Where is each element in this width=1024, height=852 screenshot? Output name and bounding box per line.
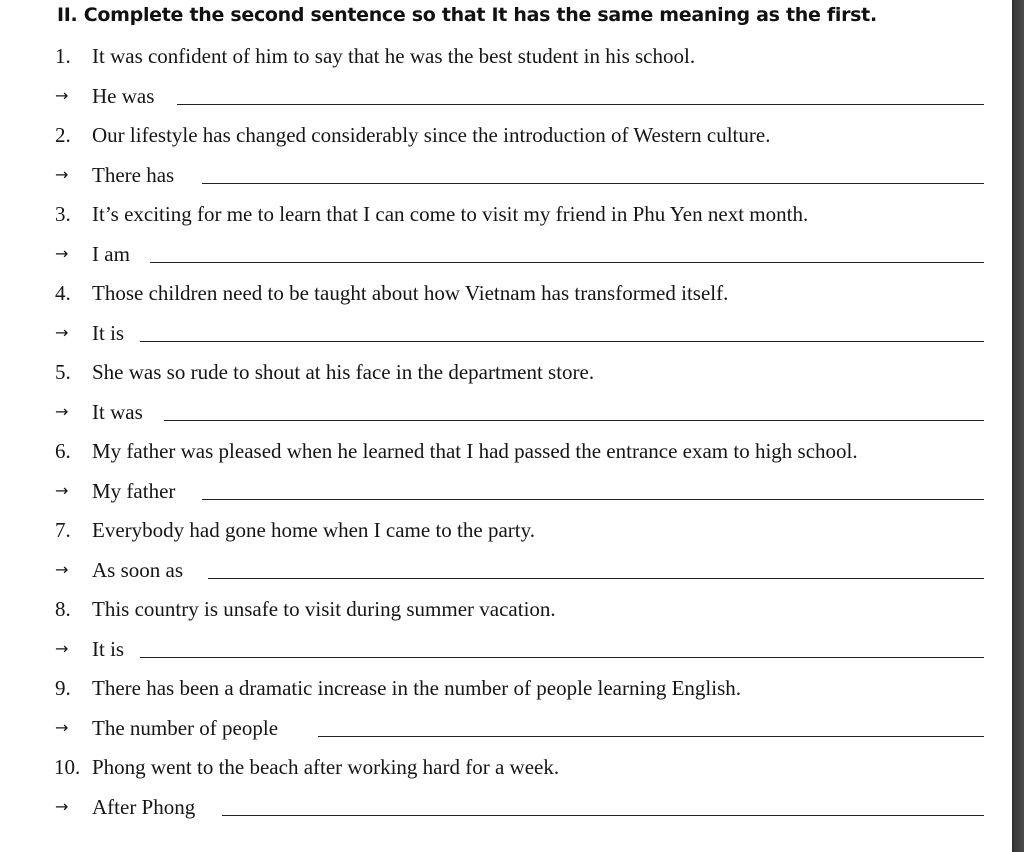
arrow-icon: → — [55, 86, 69, 105]
question-number: 1. — [55, 44, 71, 68]
question-number: 2. — [55, 123, 71, 147]
question-number: 7. — [55, 518, 71, 542]
question-line — [0, 747, 1000, 787]
answer-blank[interactable] — [202, 183, 984, 184]
answer-blank[interactable] — [202, 499, 984, 500]
question-number: 9. — [55, 676, 71, 700]
answer-prompt: It is — [92, 637, 125, 661]
question-number: 4. — [55, 281, 71, 305]
arrow-icon: → — [55, 481, 69, 500]
answer-blank[interactable] — [222, 815, 984, 816]
question-number: 6. — [55, 439, 71, 463]
answer-line — [0, 313, 1000, 353]
original-sentence: There has been a dramatic increase in the number of people learning English. — [92, 676, 741, 700]
answer-prompt: After Phong — [92, 795, 196, 819]
question-number: 3. — [55, 202, 71, 226]
question-line — [0, 668, 1000, 708]
answer-blank[interactable] — [150, 262, 984, 263]
arrow-icon: → — [55, 402, 69, 421]
question-line — [0, 36, 1000, 76]
original-sentence: Our lifestyle has changed considerably since the introduction of Western culture. — [92, 123, 771, 147]
arrow-icon: → — [55, 639, 69, 658]
question-line — [0, 352, 1000, 392]
answer-prompt: He was — [92, 84, 155, 108]
question-line — [0, 431, 1000, 471]
answer-line — [0, 471, 1000, 511]
answer-prompt: The number of people — [92, 716, 279, 740]
arrow-icon: → — [55, 560, 69, 579]
original-sentence: Those children need to be taught about how Vietnam has transformed itself. — [92, 281, 729, 305]
original-sentence: Phong went to the beach after working hard for a week. — [92, 755, 560, 779]
arrow-icon: → — [55, 797, 69, 816]
original-sentence: It was confident of him to say that he was the best student in his school. — [92, 44, 696, 68]
arrow-icon: → — [55, 718, 69, 737]
answer-prompt: There has — [92, 163, 175, 187]
answer-blank[interactable] — [164, 420, 984, 421]
arrow-icon: → — [55, 244, 69, 263]
answer-prompt: I am — [92, 242, 130, 266]
original-sentence: Everybody had gone home when I came to the party. — [92, 518, 535, 542]
answer-line — [0, 629, 1000, 669]
question-line — [0, 194, 1000, 234]
answer-prompt: My father — [92, 479, 176, 503]
question-line — [0, 115, 1000, 155]
arrow-icon: → — [55, 165, 69, 184]
answer-line — [0, 708, 1000, 748]
exercise-heading: II. Complete the second sentence so that It has the same meaning as the first. — [57, 4, 877, 26]
question-number: 5. — [55, 360, 71, 384]
question-number: 8. — [55, 597, 71, 621]
answer-prompt: It is — [92, 321, 125, 345]
answer-line — [0, 234, 1000, 274]
original-sentence: She was so rude to shout at his face in the department store. — [92, 360, 595, 384]
answer-prompt: As soon as — [92, 558, 184, 582]
answer-line — [0, 550, 1000, 590]
question-number: 10. — [54, 755, 81, 779]
answer-blank[interactable] — [208, 578, 984, 579]
answer-prompt: It was — [92, 400, 143, 424]
question-line — [0, 510, 1000, 550]
answer-line — [0, 392, 1000, 432]
arrow-icon: → — [55, 323, 69, 342]
original-sentence: My father was pleased when he learned that I had passed the entrance exam to high school. — [92, 439, 858, 463]
original-sentence: It’s exciting for me to learn that I can come to visit my friend in Phu Yen next month. — [92, 202, 809, 226]
answer-blank[interactable] — [318, 736, 984, 737]
answer-blank[interactable] — [140, 341, 984, 342]
answer-line — [0, 155, 1000, 195]
answer-blank[interactable] — [177, 104, 984, 105]
question-line — [0, 589, 1000, 629]
question-line — [0, 273, 1000, 313]
answer-line — [0, 76, 1000, 116]
original-sentence: This country is unsafe to visit during summer vacation. — [92, 597, 556, 621]
answer-blank[interactable] — [140, 657, 984, 658]
answer-line — [0, 787, 1000, 827]
page-edge-shadow — [1012, 0, 1024, 852]
